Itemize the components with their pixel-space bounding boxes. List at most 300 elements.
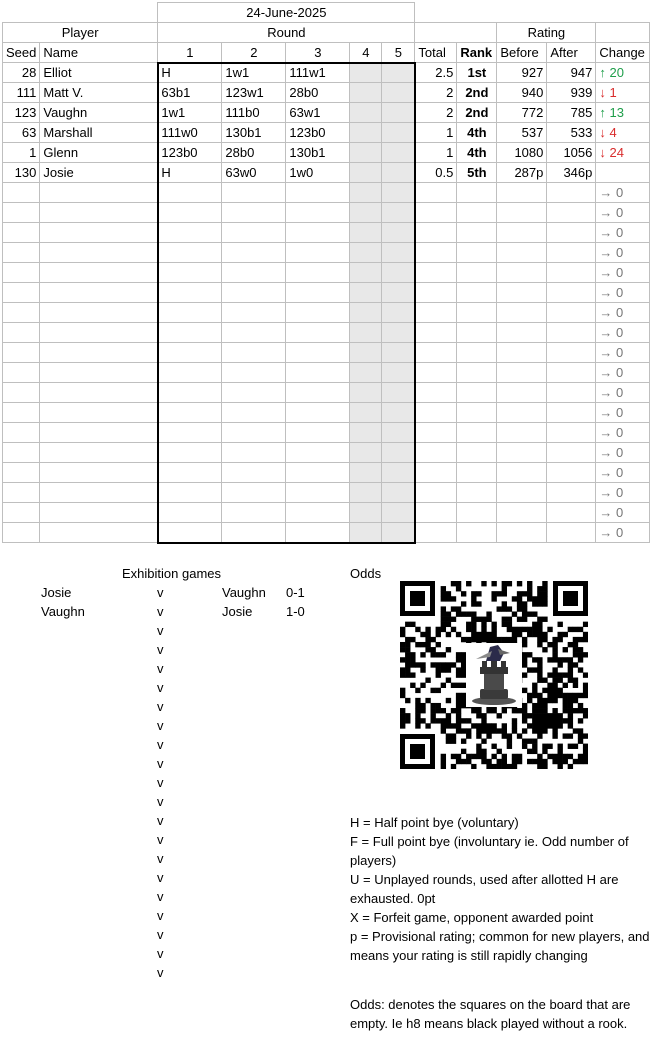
empty-cell	[350, 203, 382, 223]
total-cell: 0.5	[415, 163, 457, 183]
arrow-down-icon: ↓	[599, 144, 606, 160]
empty-cell	[40, 463, 158, 483]
empty-row	[3, 523, 650, 543]
empty-cell	[457, 383, 497, 403]
name-cell: Vaughn	[40, 103, 158, 123]
empty-row	[3, 323, 650, 343]
empty-cell	[382, 403, 415, 423]
empty-cell	[40, 323, 158, 343]
exhibition-vs: v	[157, 908, 164, 923]
round-5-cell	[382, 123, 415, 143]
empty-cell	[415, 303, 457, 323]
before-cell: 537	[497, 123, 547, 143]
crosstable	[2, 2, 650, 543]
after-cell: 1056	[547, 143, 596, 163]
empty-cell	[497, 523, 547, 543]
round-1-cell: 1w1	[158, 103, 222, 123]
name-cell: Josie	[40, 163, 158, 183]
empty-cell	[382, 383, 415, 403]
empty-cell	[3, 383, 40, 403]
empty-cell	[382, 263, 415, 283]
round-1-cell: 63b1	[158, 83, 222, 103]
rank-header: Rank	[457, 43, 497, 63]
exhibition-vs: v	[157, 794, 164, 809]
rank-cell: 4th	[457, 123, 497, 143]
empty-cell	[158, 523, 222, 543]
empty-cell	[350, 263, 382, 283]
empty-cell	[350, 523, 382, 543]
change-cell	[596, 483, 650, 503]
empty-cell	[497, 283, 547, 303]
round-5-cell	[382, 63, 415, 83]
rank-cell: 4th	[457, 143, 497, 163]
change-value: 0	[616, 464, 624, 480]
arrow-right-icon: →	[599, 524, 613, 540]
empty-cell	[350, 283, 382, 303]
change-cell	[596, 363, 650, 383]
exhibition-vs: v	[157, 680, 164, 695]
seed-cell: 123	[3, 103, 40, 123]
chess-rook-icon	[466, 643, 522, 707]
empty-cell	[286, 503, 350, 523]
exhibition-vs: v	[157, 642, 164, 657]
empty-cell	[415, 503, 457, 523]
rank-cell: 5th	[457, 163, 497, 183]
name-header: Name	[40, 43, 158, 63]
empty-row	[3, 263, 650, 283]
empty-cell	[286, 343, 350, 363]
round-5-cell	[382, 83, 415, 103]
arrow-right-icon: →	[599, 444, 613, 460]
total-cell: 1	[415, 143, 457, 163]
arrow-down-icon: ↓	[599, 84, 606, 100]
change-cell	[596, 503, 650, 523]
empty-cell	[497, 203, 547, 223]
empty-cell	[222, 303, 286, 323]
round-2-cell: 63w0	[222, 163, 286, 183]
table-row	[3, 123, 650, 143]
arrow-right-icon: →	[599, 424, 613, 440]
empty-cell	[3, 343, 40, 363]
empty-cell	[350, 423, 382, 443]
table-row	[3, 63, 650, 83]
empty-cell	[382, 303, 415, 323]
change-cell	[596, 343, 650, 363]
empty-cell	[497, 463, 547, 483]
crosstable-sheet	[2, 2, 650, 543]
change-cell	[596, 283, 650, 303]
exhibition-white: Vaughn	[41, 604, 85, 619]
arrow-right-icon: →	[599, 324, 613, 340]
empty-cell	[40, 343, 158, 363]
empty-cell	[547, 423, 596, 443]
exhibition-title: Exhibition games	[122, 566, 221, 581]
round-3-cell: 63w1	[286, 103, 350, 123]
empty-row	[3, 363, 650, 383]
arrow-right-icon: →	[599, 264, 613, 280]
arrow-down-icon: ↓	[599, 124, 606, 140]
change-value: 24	[609, 144, 624, 160]
empty-cell	[497, 303, 547, 323]
round-5-header: 5	[382, 43, 415, 63]
rank-cell: 1st	[457, 63, 497, 83]
round-3-cell: 1w0	[286, 163, 350, 183]
empty-row	[3, 383, 650, 403]
empty-cell	[286, 263, 350, 283]
empty-cell	[497, 483, 547, 503]
empty-cell	[382, 283, 415, 303]
arrow-right-icon: →	[599, 384, 613, 400]
empty-cell	[382, 343, 415, 363]
player-group-header: Player	[3, 23, 158, 43]
empty-row	[3, 403, 650, 423]
empty-cell	[350, 503, 382, 523]
legend-item: p = Provisional rating; common for new players, and means your rating is still rapidly changing	[350, 929, 650, 963]
empty-cell	[382, 443, 415, 463]
empty-cell	[415, 243, 457, 263]
seed-cell: 111	[3, 83, 40, 103]
empty-cell	[497, 403, 547, 423]
empty-cell	[40, 383, 158, 403]
exhibition-vs: v	[157, 756, 164, 771]
empty-cell	[286, 203, 350, 223]
finder-pattern-top-right	[553, 581, 588, 616]
empty-cell	[350, 183, 382, 203]
exhibition-vs: v	[157, 661, 164, 676]
empty-cell	[40, 263, 158, 283]
empty-cell	[158, 243, 222, 263]
change-cell	[596, 103, 650, 123]
empty-cell	[222, 423, 286, 443]
seed-cell: 28	[3, 63, 40, 83]
empty-row	[3, 463, 650, 483]
empty-cell	[158, 303, 222, 323]
change-value: 0	[616, 384, 624, 400]
empty-cell	[222, 343, 286, 363]
change-cell	[596, 383, 650, 403]
round-4-cell	[350, 83, 382, 103]
empty-cell	[158, 423, 222, 443]
arrow-right-icon: →	[599, 364, 613, 380]
change-cell	[596, 523, 650, 543]
empty-row	[3, 203, 650, 223]
empty-cell	[3, 483, 40, 503]
empty-cell	[286, 283, 350, 303]
empty-cell	[286, 243, 350, 263]
empty-cell	[547, 243, 596, 263]
empty-cell	[547, 463, 596, 483]
empty-cell	[222, 523, 286, 543]
empty-cell	[497, 343, 547, 363]
empty-cell	[415, 183, 457, 203]
empty-cell	[382, 423, 415, 443]
change-cell	[596, 243, 650, 263]
change-cell	[596, 83, 650, 103]
exhibition-black: Josie	[222, 604, 253, 619]
change-value: 0	[616, 364, 624, 380]
empty-cell	[222, 403, 286, 423]
empty-cell	[222, 183, 286, 203]
change-value: 0	[616, 264, 624, 280]
empty-row	[3, 483, 650, 503]
empty-cell	[547, 503, 596, 523]
empty-cell	[286, 463, 350, 483]
change-value: 0	[616, 284, 624, 300]
round-4-cell	[350, 163, 382, 183]
empty-cell	[40, 283, 158, 303]
empty-cell	[158, 263, 222, 283]
empty-cell	[3, 323, 40, 343]
odds-note: Odds: denotes the squares on the board that are empty. Ie h8 means black played without a rook.	[350, 997, 631, 1031]
empty-cell	[222, 323, 286, 343]
empty-cell	[222, 443, 286, 463]
empty-cell	[497, 443, 547, 463]
empty-cell	[222, 483, 286, 503]
round-1-cell: 123b0	[158, 143, 222, 163]
exhibition-vs: v	[157, 851, 164, 866]
exhibition-vs: v	[157, 965, 164, 980]
empty-cell	[158, 443, 222, 463]
arrow-right-icon: →	[599, 504, 613, 520]
empty-row	[3, 283, 650, 303]
empty-cell	[350, 383, 382, 403]
total-cell: 1	[415, 123, 457, 143]
change-cell	[596, 63, 650, 83]
empty-cell	[547, 383, 596, 403]
empty-cell	[457, 423, 497, 443]
empty-row	[3, 303, 650, 323]
name-cell: Elliot	[40, 63, 158, 83]
round-5-cell	[382, 103, 415, 123]
empty-cell	[547, 363, 596, 383]
empty-cell	[382, 463, 415, 483]
empty-cell	[3, 463, 40, 483]
arrow-up-icon: ↑	[599, 104, 606, 120]
empty-cell	[3, 423, 40, 443]
empty-cell	[40, 303, 158, 323]
odds-title: Odds	[350, 566, 382, 581]
empty-row	[3, 343, 650, 363]
change-value: 0	[616, 224, 624, 240]
group-header-row	[3, 23, 650, 43]
empty-cell	[286, 363, 350, 383]
empty-cell	[497, 323, 547, 343]
total-cell: 2	[415, 103, 457, 123]
empty-cell	[457, 263, 497, 283]
seed-cell: 1	[3, 143, 40, 163]
round-5-cell	[382, 143, 415, 163]
empty-cell	[40, 183, 158, 203]
exhibition-result: 0-1	[286, 585, 305, 600]
name-cell: Glenn	[40, 143, 158, 163]
change-cell	[596, 223, 650, 243]
empty-cell	[547, 223, 596, 243]
qr-code-with-chess-rook-icon	[400, 581, 588, 769]
total-header: Total	[415, 43, 457, 63]
empty-cell	[497, 383, 547, 403]
arrow-right-icon: →	[599, 204, 613, 220]
empty-cell	[547, 323, 596, 343]
change-value: 0	[616, 184, 624, 200]
round-2-header: 2	[222, 43, 286, 63]
empty-cell	[457, 463, 497, 483]
before-cell: 287p	[497, 163, 547, 183]
empty-cell	[286, 223, 350, 243]
empty-cell	[40, 243, 158, 263]
empty-cell	[350, 303, 382, 323]
empty-cell	[415, 203, 457, 223]
empty-cell	[457, 503, 497, 523]
change-cell	[596, 183, 650, 203]
change-value: 0	[616, 244, 624, 260]
empty-cell	[457, 523, 497, 543]
empty-cell	[415, 343, 457, 363]
empty-cell	[222, 283, 286, 303]
change-value: 1	[609, 84, 617, 100]
empty-cell	[40, 203, 158, 223]
empty-cell	[350, 363, 382, 383]
round-2-cell: 111b0	[222, 103, 286, 123]
change-cell	[596, 423, 650, 443]
arrow-right-icon: →	[599, 404, 613, 420]
empty-row	[3, 443, 650, 463]
lower-section	[0, 545, 654, 1055]
empty-cell	[547, 523, 596, 543]
empty-cell	[497, 243, 547, 263]
empty-cell	[3, 203, 40, 223]
arrow-right-icon: →	[599, 224, 613, 240]
empty-cell	[3, 223, 40, 243]
empty-cell	[415, 263, 457, 283]
change-value: 13	[609, 104, 624, 120]
empty-cell	[547, 303, 596, 323]
empty-cell	[457, 363, 497, 383]
empty-cell	[350, 403, 382, 423]
exhibition-vs: v	[157, 623, 164, 638]
empty-cell	[3, 403, 40, 423]
exhibition-vs: v	[157, 775, 164, 790]
empty-cell	[350, 463, 382, 483]
legend-item: H = Half point bye (voluntary)	[350, 815, 519, 830]
empty-cell	[222, 263, 286, 283]
round-4-cell	[350, 103, 382, 123]
finder-pattern-top-left	[400, 581, 435, 616]
arrow-right-icon: →	[599, 244, 613, 260]
after-cell: 346p	[547, 163, 596, 183]
empty-cell	[3, 263, 40, 283]
empty-cell	[222, 203, 286, 223]
empty-cell	[547, 283, 596, 303]
change-value: 0	[616, 424, 624, 440]
total-cell: 2.5	[415, 63, 457, 83]
round-1-cell: H	[158, 163, 222, 183]
change-cell	[596, 203, 650, 223]
exhibition-vs: v	[157, 585, 164, 600]
round-2-cell: 123w1	[222, 83, 286, 103]
empty-cell	[3, 443, 40, 463]
empty-cell	[415, 423, 457, 443]
empty-cell	[3, 523, 40, 543]
empty-cell	[158, 383, 222, 403]
change-value: 0	[616, 524, 624, 540]
empty-cell	[286, 403, 350, 423]
change-cell	[596, 403, 650, 423]
round-3-cell: 130b1	[286, 143, 350, 163]
rating-group-header: Rating	[497, 23, 596, 43]
round-2-cell: 28b0	[222, 143, 286, 163]
empty-cell	[415, 443, 457, 463]
event-date: 24-June-2025	[158, 3, 415, 23]
empty-cell	[382, 363, 415, 383]
round-group-header: Round	[158, 23, 415, 43]
legend-item: X = Forfeit game, opponent awarded point	[350, 910, 594, 925]
empty-cell	[457, 283, 497, 303]
change-cell	[596, 443, 650, 463]
empty-cell	[457, 243, 497, 263]
empty-cell	[286, 423, 350, 443]
empty-cell	[158, 483, 222, 503]
exhibition-result: 1-0	[286, 604, 305, 619]
exhibition-vs: v	[157, 813, 164, 828]
empty-cell	[547, 343, 596, 363]
empty-cell	[382, 223, 415, 243]
empty-cell	[497, 263, 547, 283]
exhibition-vs: v	[157, 832, 164, 847]
change-header: Change	[596, 43, 650, 63]
empty-cell	[457, 303, 497, 323]
empty-cell	[350, 243, 382, 263]
empty-cell	[415, 463, 457, 483]
change-value: 0	[616, 484, 624, 500]
empty-cell	[457, 443, 497, 463]
empty-cell	[457, 403, 497, 423]
change-cell	[596, 163, 650, 183]
round-3-cell: 111w1	[286, 63, 350, 83]
exhibition-vs: v	[157, 737, 164, 752]
empty-cell	[222, 463, 286, 483]
exhibition-vs: v	[157, 946, 164, 961]
round-4-header: 4	[350, 43, 382, 63]
after-cell: 533	[547, 123, 596, 143]
empty-cell	[497, 223, 547, 243]
total-cell: 2	[415, 83, 457, 103]
empty-cell	[350, 443, 382, 463]
table-row	[3, 103, 650, 123]
empty-cell	[158, 363, 222, 383]
empty-cell	[382, 483, 415, 503]
empty-cell	[382, 523, 415, 543]
exhibition-vs: v	[157, 889, 164, 904]
empty-cell	[415, 383, 457, 403]
empty-cell	[286, 523, 350, 543]
empty-cell	[3, 283, 40, 303]
after-cell: 785	[547, 103, 596, 123]
finder-pattern-bottom-left	[400, 734, 435, 769]
empty-row	[3, 223, 650, 243]
empty-cell	[547, 263, 596, 283]
exhibition-vs: v	[157, 604, 164, 619]
date-row	[3, 3, 650, 23]
change-value: 0	[616, 204, 624, 220]
empty-cell	[40, 403, 158, 423]
empty-cell	[3, 303, 40, 323]
change-value: 0	[616, 404, 624, 420]
empty-cell	[415, 363, 457, 383]
arrow-right-icon: →	[599, 484, 613, 500]
empty-cell	[3, 183, 40, 203]
empty-cell	[457, 483, 497, 503]
round-4-cell	[350, 143, 382, 163]
